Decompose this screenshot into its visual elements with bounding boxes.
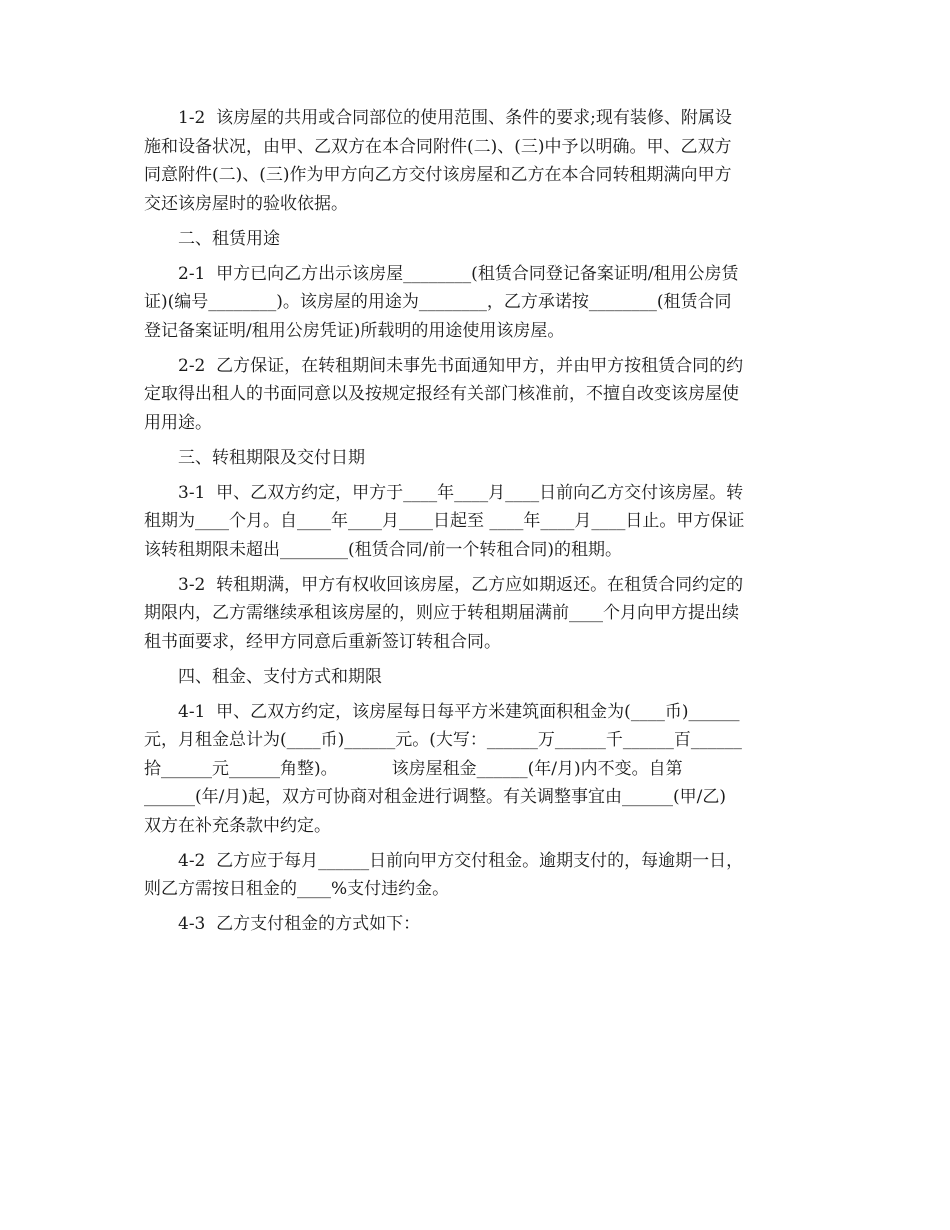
text-line: 用用途。 xyxy=(144,412,212,433)
text-line: 登记备案证明/租用公房凭证)所载明的用途使用该房屋。 xyxy=(144,320,565,341)
paragraph xyxy=(144,444,808,473)
text-line: 租期为____个月。自____年____月____日起至 ____年____月____日止。甲方保证 xyxy=(144,511,745,531)
text-line: 四、租金、支付方式和期限 xyxy=(178,666,382,687)
text-line: ______(年/月)起，双方可协商对租金进行调整。有关调整事宜由______(甲/乙) xyxy=(144,787,726,807)
paragraph xyxy=(144,352,808,438)
text-line: 交还该房屋时的验收依据。 xyxy=(144,193,348,214)
text-line: 双方在补充条款中约定。 xyxy=(144,815,331,836)
text-line: 证)(编号________)。该房屋的用途为________，乙方承诺按________(租赁合同 xyxy=(144,292,732,312)
text-line: 施和设备状况，由甲、乙双方在本合同附件(二)、(三)中予以明确。甲、乙双方 xyxy=(144,136,732,157)
text-line: 4-1 甲、乙双方约定，该房屋每日每平方米建筑面积租金为(____币)______ xyxy=(178,701,740,722)
paragraph xyxy=(144,910,808,939)
text-line: 3-1 甲、乙双方约定，甲方于____年____月____日前向乙方交付该房屋。转 xyxy=(178,482,744,503)
text-line: 3-2 转租期满，甲方有权收回该房屋，乙方应如期返还。在租赁合同约定的 xyxy=(178,574,744,595)
paragraph xyxy=(144,225,808,254)
text-line: 同意附件(二)、(三)作为甲方向乙方交付该房屋和乙方在本合同转租期满向甲方 xyxy=(144,165,732,185)
text-line: 4-2 乙方应于每月______日前向甲方交付租金。逾期支付的，每逾期一日， xyxy=(178,850,744,871)
text-line: 三、转租期限及交付日期 xyxy=(178,447,365,468)
paragraph xyxy=(144,847,808,904)
paragraph xyxy=(144,479,808,565)
document-body xyxy=(144,104,808,939)
text-line: 则乙方需按日租金的____%支付违约金。 xyxy=(144,879,450,899)
paragraph xyxy=(144,571,808,657)
paragraph xyxy=(144,260,808,346)
text-line: 租书面要求，经甲方同意后重新签订转租合同。 xyxy=(144,631,501,652)
text-line: 期限内，乙方需继续承租该房屋的，则应于转租期届满前____个月向甲方提出续 xyxy=(144,603,739,623)
text-line: 元，月租金总计为(____币)______元。(大写：______万______千______百______ xyxy=(144,730,742,750)
text-line: 2-2 乙方保证，在转租期间未事先书面通知甲方，并由甲方按租赁合同的约 xyxy=(178,355,744,376)
text-line: 拾______元______角整)。 该房屋租金______(年/月)内不变。自第 xyxy=(144,758,683,779)
text-line: 定取得出租人的书面同意以及按规定报经有关部门核准前，不擅自改变该房屋使 xyxy=(144,384,739,404)
text-line: 4-3 乙方支付租金的方式如下： xyxy=(178,914,421,934)
text-line: 二、租赁用途 xyxy=(178,228,280,249)
paragraph xyxy=(144,698,808,841)
paragraph xyxy=(144,663,808,692)
text-line: 2-1 甲方已向乙方出示该房屋________(租赁合同登记备案证明/租用公房赁 xyxy=(178,263,739,284)
text-line: 该转租期限未超出________(租赁合同/前一个转租合同)的租期。 xyxy=(144,539,622,560)
paragraph xyxy=(144,104,808,218)
text-line: 1-2 该房屋的共用或合同部位的使用范围、条件的要求;现有装修、附属设 xyxy=(178,108,732,128)
